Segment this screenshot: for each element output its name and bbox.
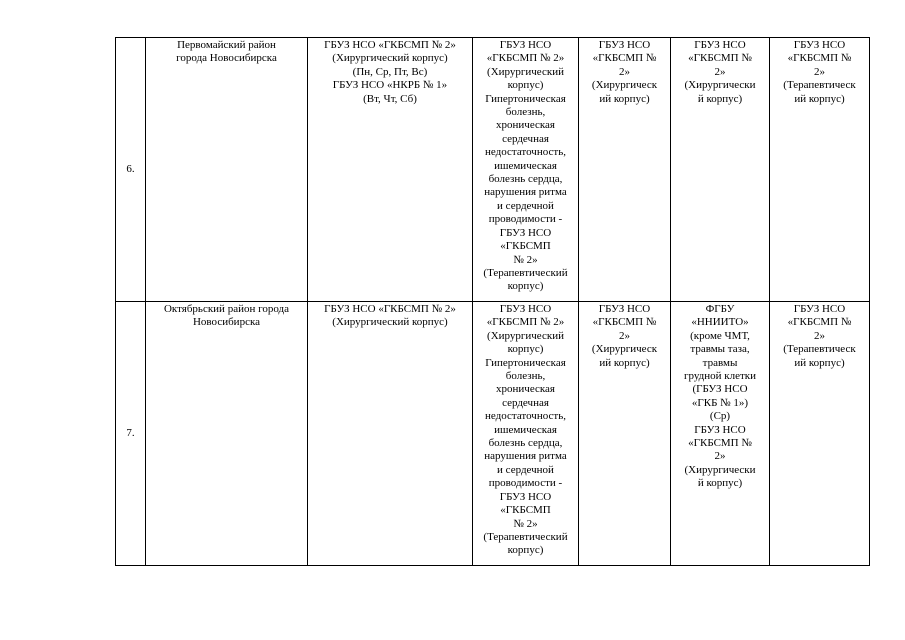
cell-text-line: ГБУЗ НСО — [499, 39, 552, 51]
cell-text-line: ГБУЗ НСО «ГКБСМП № 2» — [324, 39, 456, 51]
cell-text-line: № 2» — [513, 253, 538, 266]
hospital-column-1-cell — [308, 302, 473, 566]
cell-text-line: ГБУЗ НСО — [499, 226, 552, 239]
cell-text-line: травмы — [702, 356, 738, 369]
row-number-cell — [116, 302, 146, 566]
cell-text-line: «ГКБСМП № 2» — [486, 52, 565, 65]
cell-text-line: грудной клетки — [683, 370, 757, 383]
cell-text-line: ишемическая — [494, 159, 557, 172]
cell-text-line: ГБУЗ НСО — [694, 423, 746, 436]
hospital-column-2-cell — [473, 38, 579, 302]
cell-text-line: ГБУЗ НСО — [694, 39, 746, 51]
cell-text-line: «ГКБСМП — [500, 240, 551, 253]
row-number-cell — [116, 38, 146, 302]
cell-text-line: «ГКБСМП № — [688, 52, 752, 65]
cell-text-line: ий корпус) — [794, 92, 845, 105]
cell-text-line: корпус) — [507, 343, 544, 356]
cell-text-line: № 2» — [513, 517, 538, 530]
hospital-assignment-table — [115, 37, 870, 566]
cell-text-line: проводимости - — [488, 213, 563, 226]
hospital-column-2-cell — [473, 302, 579, 566]
row-number: 6. — [126, 163, 135, 176]
cell-text-line: Октябрьский район города — [163, 303, 290, 315]
cell-text-line: корпус) — [507, 79, 544, 92]
cell-text-line: (Пн, Ср, Пт, Вс) — [352, 65, 428, 78]
hospital-column-4-cell — [671, 38, 770, 302]
cell-text-line: 2» — [714, 450, 726, 463]
cell-text-line: (ГБУЗ НСО — [692, 383, 748, 396]
cell-text-line: недостаточность, — [485, 410, 566, 423]
cell-text-line: «ГКБ № 1») — [691, 396, 749, 409]
hospital-column-5-cell — [770, 38, 870, 302]
table-row — [116, 38, 870, 302]
cell-text-line: недостаточность, — [485, 146, 566, 159]
cell-text-line: сердечная — [502, 396, 549, 409]
cell-text-line: 2» — [814, 65, 825, 78]
cell-text-line: сердечная — [502, 132, 549, 145]
cell-text-line: (Хирургически — [684, 79, 756, 92]
cell-text-line: й корпус) — [697, 92, 743, 105]
cell-text-line: ГБУЗ НСО — [598, 303, 651, 315]
hospital-column-3-cell — [579, 38, 671, 302]
cell-text-line: ишемическая — [494, 423, 557, 436]
cell-text-line: (Хирургическ — [591, 79, 658, 92]
cell-text-line: «ГКБСМП № 2» — [486, 316, 565, 329]
cell-text-line: (Хирургический — [487, 329, 564, 342]
cell-text-line: Гипертоническая — [485, 356, 566, 369]
cell-text-line: 2» — [714, 65, 726, 78]
cell-text-line: ГБУЗ НСО — [793, 39, 846, 51]
cell-text-line: 2» — [619, 65, 630, 78]
cell-text-line: (Терапевтическ — [783, 343, 856, 356]
cell-text-line: ГБУЗ НСО — [499, 303, 552, 315]
cell-text-line: ий корпус) — [599, 356, 650, 369]
cell-text-line: Первомайский район — [177, 39, 276, 51]
cell-text-line: (Хирургический корпус) — [332, 316, 448, 329]
cell-text-line: травмы таза, — [690, 343, 750, 356]
hospital-column-3-cell — [579, 302, 671, 566]
cell-text-line: ий корпус) — [794, 356, 845, 369]
cell-text-line: ГБУЗ НСО — [793, 303, 846, 315]
cell-text-line: болезнь, — [505, 370, 546, 383]
cell-text-line: ГБУЗ НСО «ГКБСМП № 2» — [324, 303, 456, 315]
cell-text-line: «ГКБСМП № — [592, 316, 657, 329]
cell-text-line: (Терапевтический — [483, 266, 568, 279]
cell-text-line: нарушения ритма — [484, 186, 567, 199]
district-cell — [146, 302, 308, 566]
cell-text-line: «ННИИТО» — [691, 316, 749, 329]
cell-text-line: (Хирургический — [487, 65, 564, 78]
cell-text-line: нарушения ритма — [484, 450, 567, 463]
cell-text-line: (Терапевтический — [483, 530, 568, 543]
cell-text-line: города Новосибирска — [176, 52, 277, 65]
cell-text-line: болезнь, — [505, 106, 546, 119]
cell-text-line: Гипертоническая — [485, 92, 566, 105]
cell-text-line: и сердечной — [497, 463, 554, 476]
hospital-column-5-cell — [770, 302, 870, 566]
cell-text-line: ГБУЗ НСО — [499, 490, 552, 503]
cell-text-line: Новосибирска — [192, 316, 261, 329]
cell-text-line: проводимости - — [488, 477, 563, 490]
cell-text-line: 2» — [814, 329, 825, 342]
cell-text-line: болезнь сердца, — [488, 437, 563, 450]
cell-text-line: ГБУЗ НСО «НКРБ № 1» — [332, 79, 448, 92]
cell-text-line: (Терапевтическ — [783, 79, 856, 92]
cell-text-line: 2» — [619, 329, 630, 342]
cell-text-line: (Хирургически — [684, 463, 756, 476]
cell-text-line: корпус) — [507, 544, 544, 557]
cell-text-line: и сердечной — [497, 199, 554, 212]
cell-text-line: й корпус) — [697, 477, 743, 490]
cell-text-line: ий корпус) — [599, 92, 650, 105]
table-row — [116, 302, 870, 566]
hospital-column-4-cell — [671, 302, 770, 566]
cell-text-line: (Вт, Чт, Сб) — [363, 92, 417, 105]
cell-text-line: хроническая — [496, 383, 555, 396]
cell-text-line: (Хирургический корпус) — [332, 52, 448, 65]
cell-text-line: хроническая — [496, 119, 555, 132]
cell-text-line: (Хирургическ — [591, 343, 658, 356]
cell-text-line: болезнь сердца, — [488, 173, 563, 186]
cell-text-line: «ГКБСМП № — [787, 316, 852, 329]
cell-text-line: (кроме ЧМТ, — [690, 329, 750, 342]
cell-text-line: «ГКБСМП № — [688, 437, 752, 450]
district-cell — [146, 38, 308, 302]
hospital-column-1-cell — [308, 38, 473, 302]
cell-text-line: «ГКБСМП — [500, 504, 551, 517]
cell-text-line: ГБУЗ НСО — [598, 39, 651, 51]
cell-text-line: «ГКБСМП № — [592, 52, 657, 65]
cell-text-line: ФГБУ — [705, 303, 735, 315]
row-number: 7. — [126, 427, 135, 440]
cell-text-line: «ГКБСМП № — [787, 52, 852, 65]
cell-text-line: (Ср) — [709, 410, 731, 423]
cell-text-line: корпус) — [507, 280, 544, 293]
